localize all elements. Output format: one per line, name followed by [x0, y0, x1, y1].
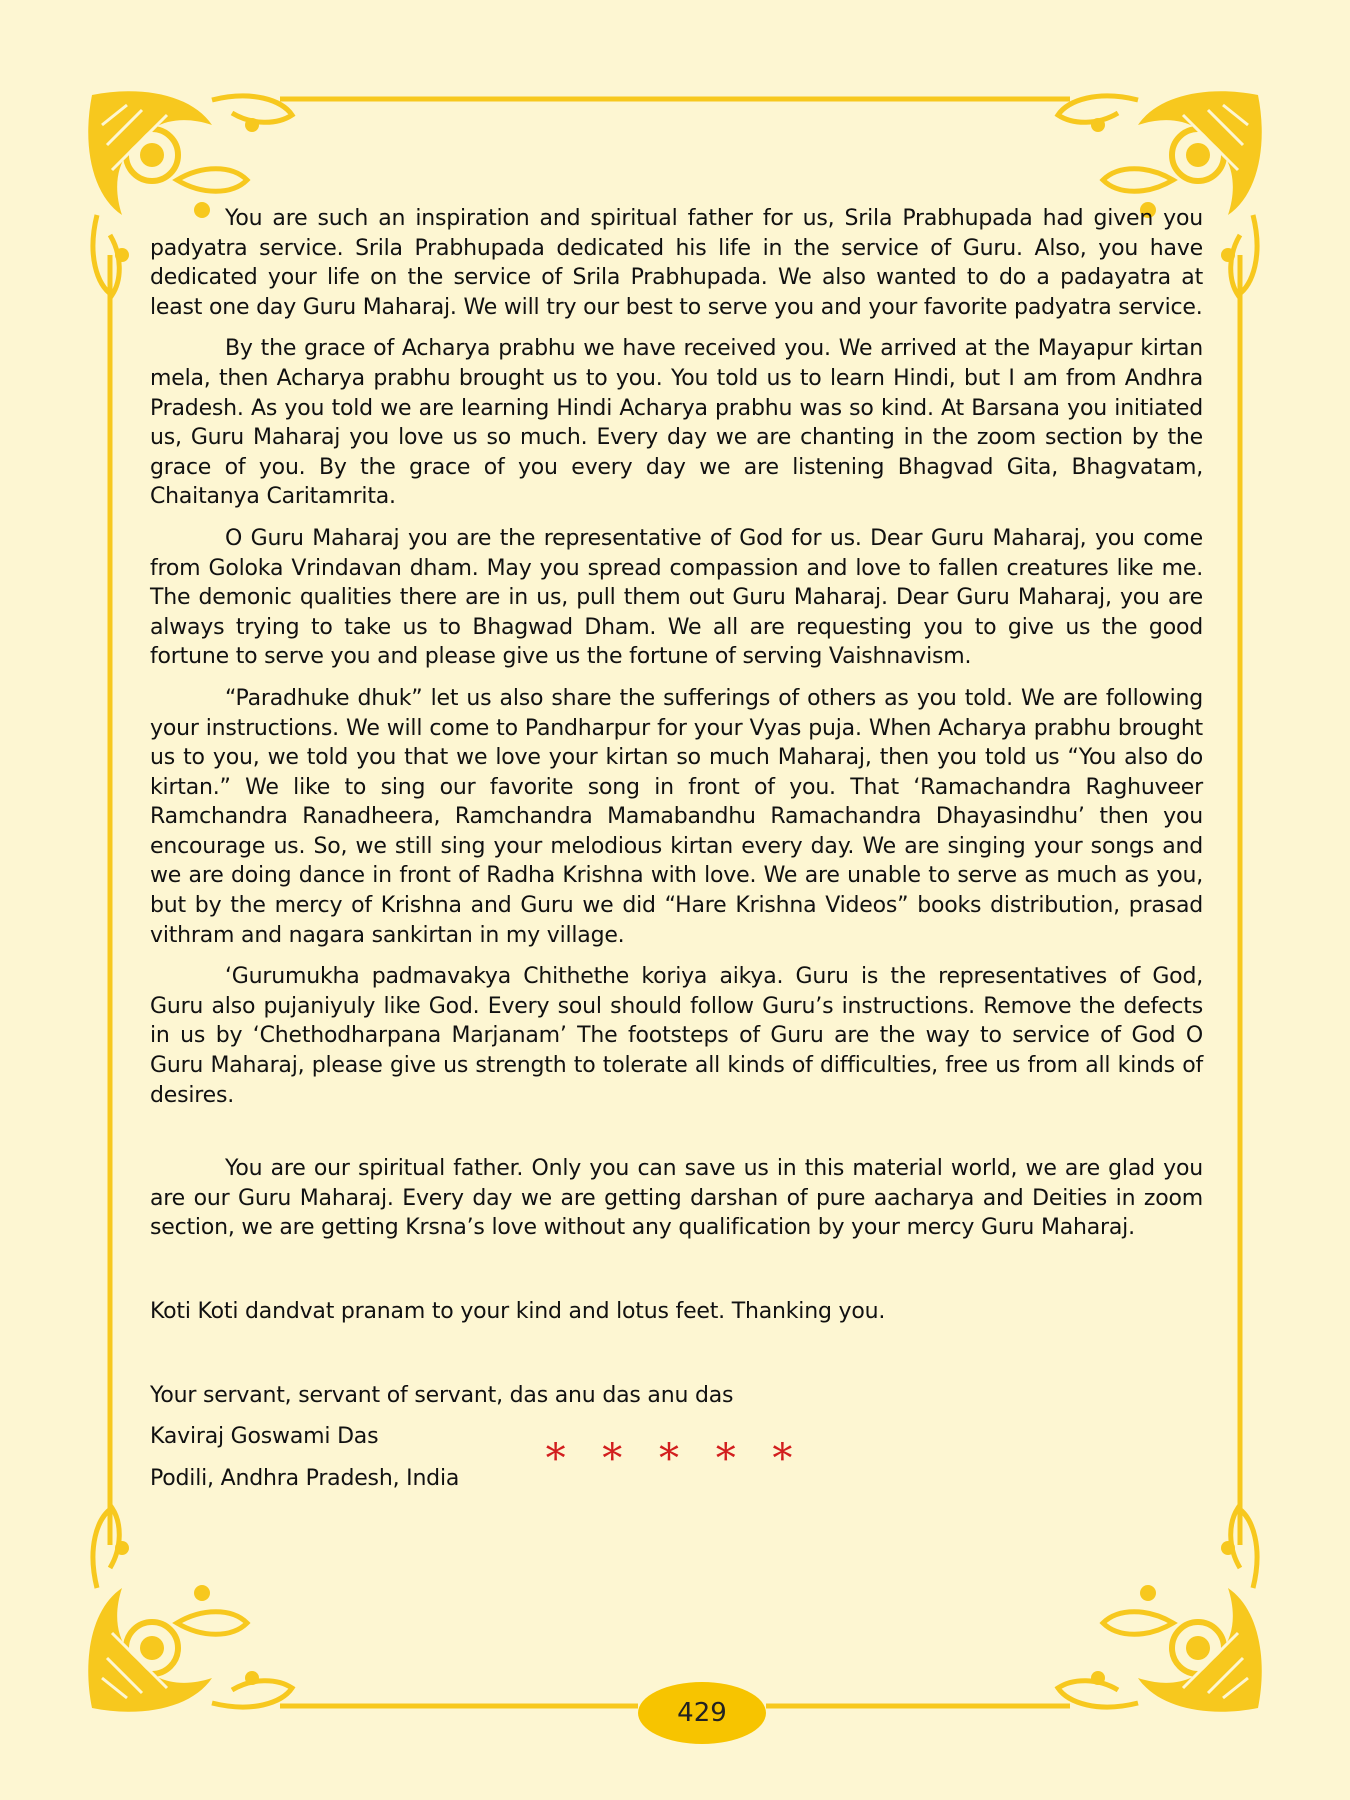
signature-servant-line: Your servant, servant of servant, das anu das anu das	[150, 1382, 734, 1408]
floral-corner-icon	[1058, 1508, 1262, 1712]
paragraph: ‘Gurumukha padmavakya Chithethe koriya aikya. Guru is the representatives of God, Guru also pujaniyuly like God. Every soul should follow Guru’s instructions. Remove the defects in us by ‘Chethodharpana Marjanam’ The footsteps of Guru are the way to service of God O Guru Maharaj, please give us strength to tolerate all kinds of difficulties, free us from all kinds of desires.	[150, 964, 1203, 1108]
floral-corner-icon	[88, 1508, 292, 1712]
signature-name: Kaviraj Goswami Das	[150, 1424, 379, 1450]
letter-body	[150, 204, 1203, 1493]
paragraph: By the grace of Acharya prabhu we have received you. We arrived at the Mayapur kirtan mela, then Acharya prabhu brought us to you. You told us to learn Hindi, but I am from Andhra Pradesh. As you told we are learning Hindi Acharya prabhu was so kind. At Barsana you initiated us, Guru Maharaj you love us so much. Every day we are chanting in the zoom section by the grace of you. By the grace of you every day we are listening Bhagvad Gita, Bhagvatam, Chaitanya Caritamrita.	[150, 336, 1203, 510]
paragraph: You are our spiritual father. Only you can save us in this material world, we are glad you are our Guru Maharaj. Every day we are getting darshan of pure aacharya and Deities in zoom section, we are getting Krsna’s love without any qualification by your mercy Guru Maharaj.	[150, 1156, 1203, 1241]
star-divider: * * * * *	[545, 1436, 805, 1482]
paragraph: “Paradhuke dhuk” let us also share the sufferings of others as you told. We are following your instructions. We will come to Pandharpur for your Vyas puja. When Acharya prabhu brought us to you, we told you that we love your kirtan so much Maharaj, then you told us “You also do kirtan.” We like to sing our favorite song in front of you. That ‘Ramachandra Raghuveer Ramchandra Ranadheera, Ramchandra Mamabandhu Ramachandra Dhayasindhu’ then you encourage us. So, we still sing your melodious kirtan every day. We are singing your songs and we are doing dance in front of Radha Krishna with love. We are unable to serve as much as you, but by the mercy of Krishna and Guru we did “Hare Krishna Videos” books distribution, prasad vithram and nagara sankirtan in my village.	[150, 685, 1203, 948]
page-number: 429	[677, 1698, 727, 1728]
closing-line: Koti Koti dandvat pranam to your kind and lotus feet. Thanking you.	[150, 1299, 886, 1324]
paragraph: O Guru Maharaj you are the representative of God for us. Dear Guru Maharaj, you come from Goloka Vrindavan dham. May you spread compassion and love to fallen creatures like me. The demonic qualities there are in us, pull them out Guru Maharaj. Dear Guru Maharaj, you are always trying to take us to Bhagwad Dham. We all are requesting you to give us the good fortune to serve you and please give us the fortune of serving Vaishnavism.	[150, 525, 1203, 670]
paragraph: You are such an inspiration and spiritual father for us, Srila Prabhupada had given you padyatra service. Srila Prabhupada dedicated his life in the service of Guru. Also, you have dedicated your life on the service of Srila Prabhupada. We also wanted to do a padayatra at least one day Guru Maharaj. We will try our best to serve you and your favorite padyatra service.	[150, 206, 1203, 320]
page-number-badge	[638, 1682, 766, 1744]
signature-place: Podili, Andhra Pradesh, India	[150, 1465, 460, 1491]
